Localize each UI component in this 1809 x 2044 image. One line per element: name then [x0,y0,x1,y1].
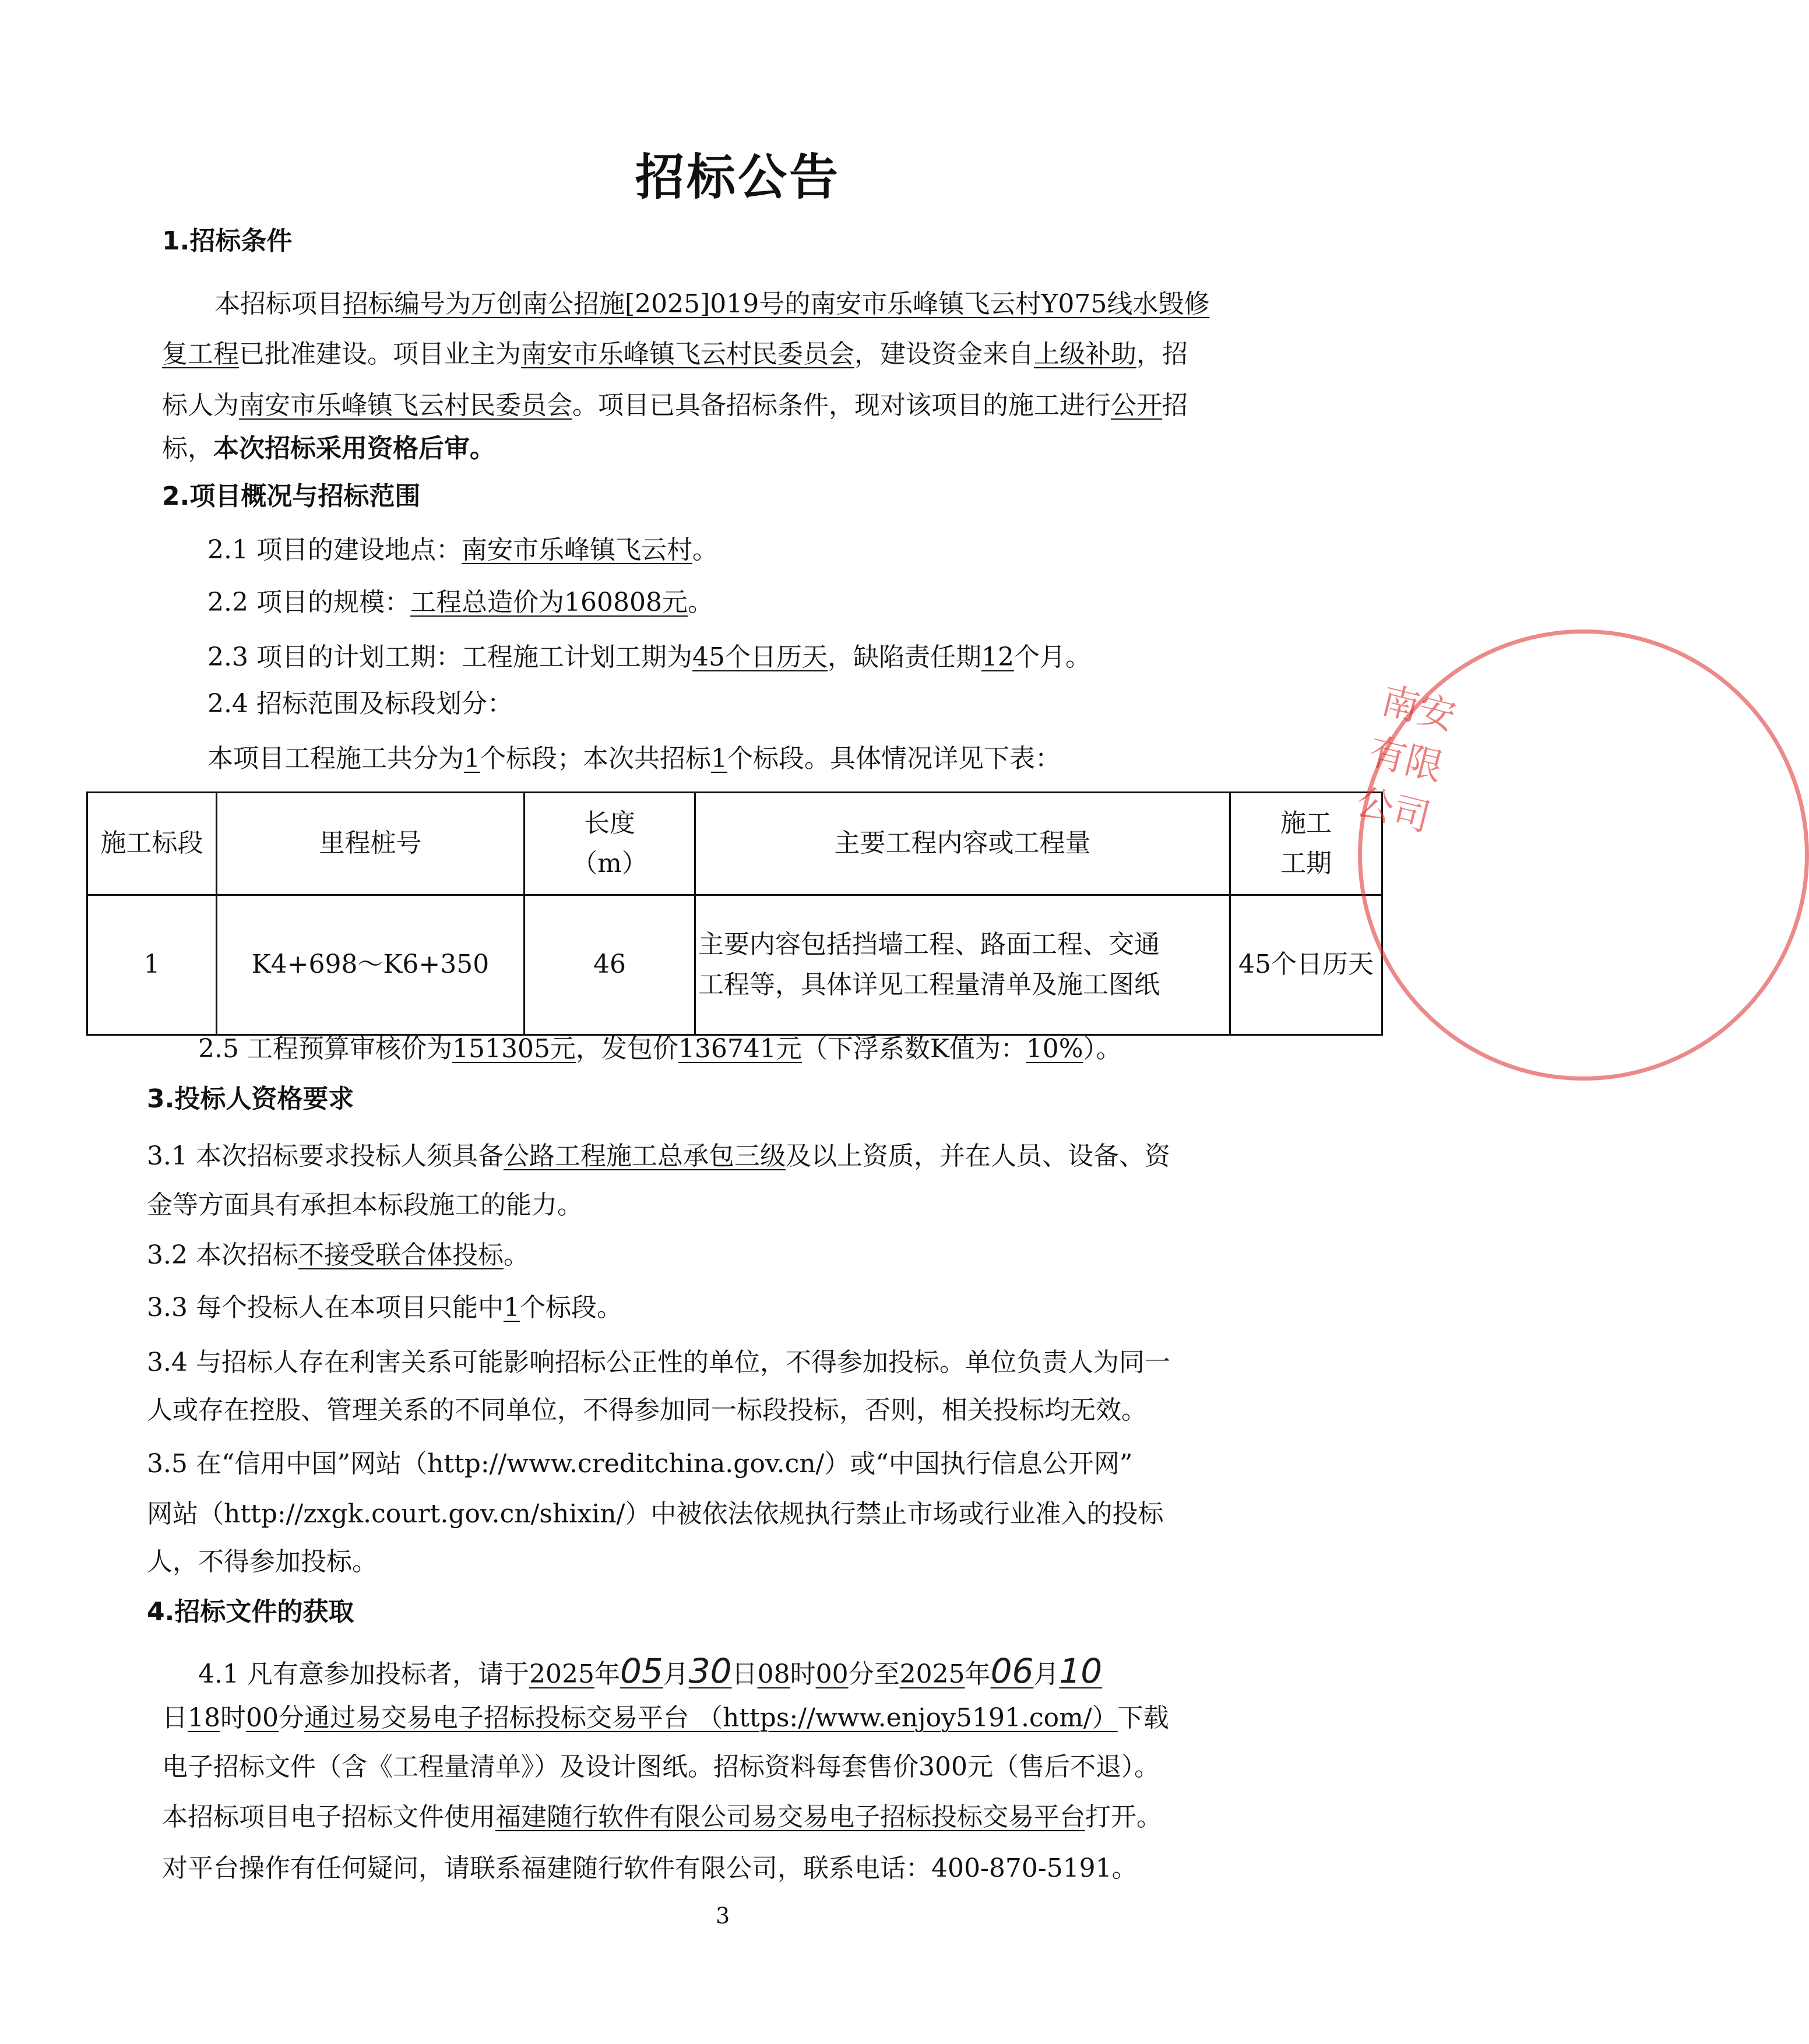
construction-location: 南安市乐峰镇飞云村 [461,535,692,565]
s2-item-budget [198,1036,1122,1062]
s2-item-4: 2.4 招标范围及标段划分： [207,689,513,719]
header-cell: 里程桩号 [217,793,525,895]
s4-line-2 [162,1705,1169,1731]
s2-text: 个标段；本次共招标 [480,744,711,773]
section-1-heading: 1.招标条件 [162,226,293,256]
end-hour: 18 [188,1703,220,1733]
s4-line-5: 对平台操作有任何疑问，请联系福建随行软件有限公司，联系电话：400-870-5191。 [162,1853,1138,1883]
s1-text: 已批准建设。项目业主为 [239,339,521,369]
project-name-end: 复工程 [162,339,239,369]
s4-text: 年 [594,1659,620,1689]
s2-text: 。 [692,535,718,565]
s1-text: 本招标项目 [214,289,343,319]
s2-item-2 [207,587,713,617]
header-period-1: 施工 [1280,808,1332,839]
s4-text: 时 [220,1703,246,1733]
header-cell: 主要工程内容或工程量 [695,793,1230,895]
s1-line-2 [162,339,1188,369]
defect-period: 12 [981,642,1014,672]
funding-source: 上级补助 [1034,339,1136,369]
s2-item-1 [207,537,718,563]
start-year: 2025 [529,1659,594,1689]
s1-text: ，招 [1136,339,1188,369]
page-title: 招标公告 [635,149,841,206]
s4-line-1 [198,1651,1103,1691]
end-day: 10 [1059,1651,1103,1691]
s4-text: 分至 [848,1659,900,1689]
s4-text: 月 [1033,1659,1060,1689]
s4-text: 日 [731,1659,758,1689]
tenderer: 南安市乐峰镇飞云村民委员会 [239,390,572,420]
s4-text: 日 [162,1703,188,1733]
s4-text: 本招标项目电子招标文件使用 [162,1802,495,1832]
seal-text: 南安有限公司 [1352,679,1460,840]
s3-item-4: 3.4 与招标人存在利害关系可能影响招标公正性的单位，不得参加投标。单位负责人为同一 [147,1348,1170,1377]
header-length: 长度 [584,808,635,839]
contract-price: 136741元 [678,1034,802,1064]
cell-period: 45个日历天 [1230,895,1382,1035]
section-4-heading: 4.招标文件的获取 [147,1597,354,1627]
budget-text: （下浮系数K值为： [801,1034,1026,1064]
header-cell [525,793,695,895]
s2-text: 个月。 [1013,642,1091,672]
s4-line-4 [162,1804,1162,1830]
s4-text: 下载 [1117,1703,1169,1733]
audit-price: 151305元 [452,1034,576,1064]
s3-item-4-cont: 人或存在控股、管理关系的不同单位，不得参加同一标段投标，否则，相关投标均无效。 [147,1395,1147,1425]
header-cell: 施工标段 [87,793,217,895]
s1-line-1 [214,291,1209,317]
s4-text: 年 [965,1659,991,1689]
s2-text: 本项目工程施工共分为 [207,744,464,773]
s3-item-2 [147,1240,529,1270]
section-table [86,791,1383,1036]
s2-text: ，缺陷责任期 [827,642,981,672]
s2-item-5 [207,746,1061,772]
section-2-heading: 2.项目概况与招标范围 [162,481,421,511]
construction-period: 45个日历天 [692,642,828,672]
s4-text: 时 [790,1659,816,1689]
page-number: 3 [716,1903,730,1929]
s1-text: 标， [162,434,213,463]
s3-item-5-cont: 网站（http://zxgk.court.gov.cn/shixin/）中被依法依规执行禁止市场或行业准入的投标 [147,1499,1164,1529]
budget-label: 2.5 工程预算审核价为 [198,1034,452,1064]
s1-text: ，建设资金来自 [854,339,1034,369]
k-value: 10% [1026,1034,1083,1064]
start-hour: 08 [757,1659,790,1689]
s1-line-4 [162,436,495,462]
s3-item-1-cont: 金等方面具有承担本标段施工的能力。 [147,1190,583,1220]
s4-text: 打开。 [1085,1802,1162,1832]
project-owner: 南安市乐峰镇飞云村民委员会 [521,339,854,369]
s2-label: 2.3 项目的计划工期：工程施工计划工期为 [207,642,692,672]
s1-text: 招 [1162,390,1188,420]
s2-text: 个标段。具体情况详见下表： [727,744,1061,773]
budget-text: ）。 [1083,1034,1122,1064]
s4-text: 分 [279,1703,304,1733]
end-year: 2025 [899,1659,965,1689]
platform-link[interactable]: 通过易交易电子招标投标交易平台 （https://www.enjoy5191.com/） [304,1703,1118,1733]
start-month: 05 [620,1651,663,1691]
s3-text: 3.1 本次招标要求投标人须具备 [147,1141,504,1171]
s3-item-5-end: 人，不得参加投标。 [147,1547,378,1577]
s3-item-1 [147,1141,1170,1171]
s3-item-3 [147,1295,622,1321]
s2-text: 。 [687,587,713,617]
table-row [87,895,1382,1035]
win-limit: 1 [503,1293,520,1322]
s3-text: 。 [503,1240,529,1270]
s3-text: 3.2 本次招标 [147,1240,298,1270]
cell-mileage: K4+698～K6+350 [217,895,525,1035]
start-minute: 00 [815,1659,849,1689]
s3-text: 及以上资质，并在人员、设备、资 [785,1141,1170,1171]
header-length-unit: （m） [572,848,647,878]
cell-content [695,895,1230,1035]
end-month: 06 [990,1651,1034,1691]
qualification-review: 本次招标采用资格后审。 [213,434,495,463]
s1-text: 。项目已具备招标条件，现对该项目的施工进行 [572,390,1111,420]
s3-text: 个标段。 [519,1293,622,1322]
bid-number-project: 招标编号为万创南公招施[2025]019号的南安市乐峰镇飞云村Y075线水毁修 [343,289,1210,319]
s2-label: 2.2 项目的规模： [207,587,410,617]
content-line-1: 主要内容包括挡墙工程、路面工程、交通 [698,930,1160,960]
s4-line-3: 电子招标文件（含《工程量清单》）及设计图纸。招标资料每套售价300元（售后不退）。 [162,1752,1160,1782]
s1-text: 标人为 [162,390,239,420]
content-line-2: 工程等，具体详见工程量清单及施工图纸 [698,969,1160,1000]
consortium-rule: 不接受联合体投标 [298,1240,504,1270]
section-count: 1 [464,744,480,773]
s4-text: 4.1 凡有意参加投标者，请于 [198,1659,529,1689]
table-header-row [87,793,1382,895]
end-minute: 00 [246,1703,279,1733]
tender-mode: 公开 [1111,390,1162,420]
section-3-heading: 3.投标人资格要求 [147,1084,354,1114]
start-day: 30 [688,1651,732,1691]
s1-line-3 [162,390,1188,420]
cell-length: 46 [525,895,695,1035]
s2-label: 2.1 项目的建设地点： [207,535,462,565]
project-scale: 工程总造价为160808元 [410,587,688,617]
platform-name: 福建随行软件有限公司易交易电子招标投标交易平台 [495,1802,1085,1832]
qualification: 公路工程施工总承包三级 [503,1141,786,1171]
header-period-2: 工期 [1280,848,1332,878]
s4-text: 月 [663,1659,689,1689]
budget-text: ，发包价 [575,1034,678,1064]
s3-text: 3.3 每个投标人在本项目只能中 [147,1293,504,1322]
s2-item-3 [207,642,1091,672]
s3-item-5: 3.5 在“信用中国”网站（http://www.creditchina.gov.cn/）或“中国执行信息公开网” [147,1449,1133,1479]
cell-section: 1 [87,895,217,1035]
tender-section-count: 1 [711,744,727,773]
